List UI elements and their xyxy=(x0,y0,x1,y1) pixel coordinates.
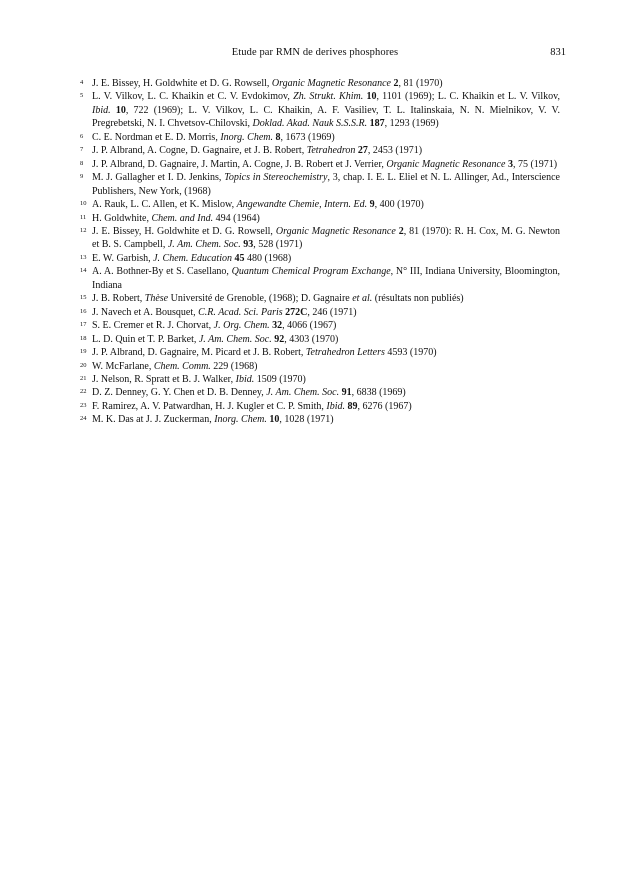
reference-text: , 2453 (1971) xyxy=(367,145,423,157)
reference-journal: C.R. Acad. Sci. Paris xyxy=(198,306,283,318)
reference-text: , 722 (1969); L. V. Vilkov, L. C. Khaikin, A. F. Vasiliev, T. L. Italinskaia, N. N. Mielnikov, V. V. Pregrebetski, N. I. Chvetsov-Chilovski, xyxy=(92,104,560,130)
reference-text: , 6838 (1969) xyxy=(351,387,406,399)
reference-number: 10 xyxy=(80,200,87,208)
reference-entry xyxy=(80,131,560,144)
reference-number: 24 xyxy=(80,415,87,423)
reference-text: , N° III, Indiana University, Bloomington, Indiana xyxy=(92,266,561,291)
reference-volume: 8 xyxy=(275,131,281,143)
reference-number: 22 xyxy=(80,388,87,396)
reference-number: 6 xyxy=(80,132,84,140)
reference-entry xyxy=(80,292,560,305)
reference-text: J. E. Bissey, H. Goldwhite et D. G. Rowsell, xyxy=(92,225,276,237)
reference-journal: J. Am. Chem. Soc. xyxy=(198,333,272,345)
reference-text: C. E. Nordman et E. D. Morris, xyxy=(92,131,221,143)
reference-journal: Zh. Strukt. Khim. xyxy=(293,91,364,103)
reference-text: M. J. Gallagher et I. D. Jenkins, xyxy=(92,172,225,184)
reference-entry xyxy=(80,90,560,130)
reference-entry xyxy=(80,346,560,359)
reference-journal: Inorg. Chem. xyxy=(220,131,274,143)
reference-entry xyxy=(80,171,560,198)
running-header xyxy=(60,47,570,61)
reference-text: J. Nelson, R. Spratt et B. J. Walker, xyxy=(92,373,236,385)
reference-volume: 89 xyxy=(347,400,358,412)
reference-text: 480 (1968) xyxy=(244,252,292,264)
reference-journal: et al. xyxy=(352,293,373,305)
reference-text: J. Navech et A. Bousquet, xyxy=(92,306,199,318)
reference-entry xyxy=(80,413,560,426)
reference-entry xyxy=(80,306,560,319)
reference-entry xyxy=(80,225,560,252)
reference-volume: 91 xyxy=(341,387,352,399)
reference-volume: 27 xyxy=(357,145,368,157)
reference-journal: Quantum Chemical Program Exchange xyxy=(231,266,391,278)
reference-text: 4593 (1970) xyxy=(384,347,437,359)
reference-volume: 3 xyxy=(507,158,513,170)
reference-journal: Chem. and Ind. xyxy=(151,212,214,224)
reference-journal: J. Org. Chem. xyxy=(213,320,270,332)
reference-volume: 45 xyxy=(234,252,245,264)
reference-text: L. D. Quin et T. P. Barket, xyxy=(92,333,199,345)
reference-journal: Organic Magnetic Resonance xyxy=(275,225,396,237)
reference-journal: Doklad. Akad. Nauk S.S.S.R. xyxy=(252,118,368,130)
reference-text: , 1101 (1969); L. C. Khaikin et L. V. Vilkov, xyxy=(376,91,560,103)
reference-text: , 81 (1970): R. H. Cox, M. G. Newton et B. S. Campbell, xyxy=(92,225,560,251)
reference-number: 13 xyxy=(80,253,87,261)
reference-text: , 1028 (1971) xyxy=(279,414,334,426)
reference-text: Université de Grenoble, (1968); D. Gagnaire xyxy=(168,293,353,305)
reference-text: J. P. Albrand, D. Gagnaire, M. Picard et J. B. Robert, xyxy=(92,347,306,359)
reference-journal: Organic Magnetic Resonance xyxy=(271,78,391,89)
reference-entry xyxy=(80,400,560,413)
reference-text: J. P. Albrand, D. Gagnaire, J. Martin, A. Cogne, J. B. Robert et J. Verrier, xyxy=(92,158,387,170)
reference-text: , 4066 (1967) xyxy=(282,320,337,332)
reference-volume: 92 xyxy=(274,333,285,345)
reference-number: 17 xyxy=(80,321,87,329)
reference-journal: J. Am. Chem. Soc. xyxy=(266,387,340,399)
reference-list xyxy=(80,77,560,427)
reference-number: 8 xyxy=(80,159,84,167)
reference-text: L. V. Vilkov, L. C. Khaikin et C. V. Evdokimov, xyxy=(92,91,294,103)
reference-number: 16 xyxy=(80,307,87,315)
reference-text: J. B. Robert, xyxy=(92,293,145,305)
reference-entry xyxy=(80,252,560,265)
reference-entry xyxy=(80,386,560,399)
reference-journal: J. Chem. Education xyxy=(153,252,232,264)
reference-text: W. McFarlane, xyxy=(92,360,154,372)
reference-text: , 1673 (1969) xyxy=(280,131,335,143)
reference-number: 23 xyxy=(80,401,87,409)
reference-text: (résultats non publiés) xyxy=(372,293,464,305)
reference-entry xyxy=(80,333,560,346)
reference-volume: 10 xyxy=(269,414,280,426)
reference-journal: J. Am. Chem. Soc. xyxy=(167,239,241,251)
reference-volume: 10 xyxy=(115,104,126,116)
reference-entry xyxy=(80,158,560,171)
reference-journal: Topics in Stereochemistry xyxy=(224,172,328,184)
page-number: 831 xyxy=(550,47,566,58)
reference-text: A. A. Bothner-By et S. Casellano, xyxy=(92,266,232,278)
reference-number: 19 xyxy=(80,348,87,356)
reference-text: J. P. Albrand, A. Cogne, D. Gagnaire, et J. B. Robert, xyxy=(92,145,307,157)
reference-volume: 272C xyxy=(285,306,308,318)
reference-text: , 400 (1970) xyxy=(374,199,424,211)
reference-text: E. W. Garbish, xyxy=(92,252,154,264)
reference-volume: 2 xyxy=(393,78,399,89)
reference-journal: Ibid. xyxy=(326,400,345,412)
reference-number: 14 xyxy=(80,267,87,275)
reference-text: S. E. Cremer et R. J. Chorvat, xyxy=(92,320,214,332)
reference-number: 20 xyxy=(80,361,87,369)
reference-entry xyxy=(80,212,560,225)
reference-text: 1509 (1970) xyxy=(254,373,306,385)
reference-text: , 1293 (1969) xyxy=(384,118,439,130)
reference-text: A. Rauk, L. C. Allen, et K. Mislow, xyxy=(92,199,237,211)
reference-text: , 528 (1971) xyxy=(253,239,303,251)
reference-entry xyxy=(80,198,560,211)
reference-entry xyxy=(80,319,560,332)
reference-text: , 81 (1970) xyxy=(398,78,443,89)
reference-text: , 75 (1971) xyxy=(512,158,558,170)
reference-number: 11 xyxy=(80,213,87,221)
reference-number: 21 xyxy=(80,374,87,382)
running-title: Etude par RMN de derives phosphores xyxy=(231,47,399,58)
reference-text: , 246 (1971) xyxy=(307,306,357,318)
reference-number: 9 xyxy=(80,173,84,181)
reference-text: M. K. Das at J. J. Zuckerman, xyxy=(92,414,215,426)
reference-text: , 3, chap. I. E. L. Eliel et N. L. Allinger, Ad., Interscience Publishers, New York, (1968) xyxy=(92,172,560,197)
reference-journal: Inorg. Chem. xyxy=(214,414,267,426)
reference-text: 229 (1968) xyxy=(210,360,258,372)
reference-volume: 9 xyxy=(369,199,375,211)
reference-number: 4 xyxy=(80,79,84,86)
reference-entry xyxy=(80,144,560,157)
reference-journal: Ibid. xyxy=(235,373,255,385)
reference-journal: Angewandte Chemie, Intern. Ed. xyxy=(236,199,368,211)
reference-volume: 2 xyxy=(398,225,404,237)
reference-volume: 187 xyxy=(369,118,385,130)
reference-text: 494 (1964) xyxy=(213,212,260,224)
reference-volume: 93 xyxy=(243,239,254,251)
reference-text: , 6276 (1967) xyxy=(357,400,412,412)
reference-number: 15 xyxy=(80,294,87,302)
reference-journal: Tetrahedron Letters xyxy=(305,347,385,359)
reference-text: , 4303 (1970) xyxy=(284,333,339,345)
reference-text: J. E. Bissey, H. Goldwhite et D. G. Rowsell, xyxy=(92,78,272,89)
reference-journal: Organic Magnetic Resonance xyxy=(386,158,506,170)
reference-journal: Tetrahedron xyxy=(306,145,356,157)
reference-number: 18 xyxy=(80,334,87,342)
reference-entry xyxy=(80,373,560,386)
reference-number: 5 xyxy=(80,92,84,100)
reference-number: 12 xyxy=(80,226,87,234)
reference-text: D. Z. Denney, G. Y. Chen et D. B. Denney, xyxy=(92,387,267,399)
reference-text: H. Goldwhite, xyxy=(92,212,152,224)
reference-entry xyxy=(80,77,560,90)
reference-number: 7 xyxy=(80,146,84,154)
reference-volume: 32 xyxy=(272,320,283,332)
reference-volume: 10 xyxy=(366,91,377,103)
reference-journal: Chem. Comm. xyxy=(153,360,211,372)
reference-journal: Thèse xyxy=(144,293,169,305)
reference-entry xyxy=(80,360,560,373)
reference-text: F. Ramirez, A. V. Patwardhan, H. J. Kugler et C. P. Smith, xyxy=(92,400,327,412)
reference-journal: Ibid. xyxy=(92,104,111,116)
reference-entry xyxy=(80,265,560,292)
